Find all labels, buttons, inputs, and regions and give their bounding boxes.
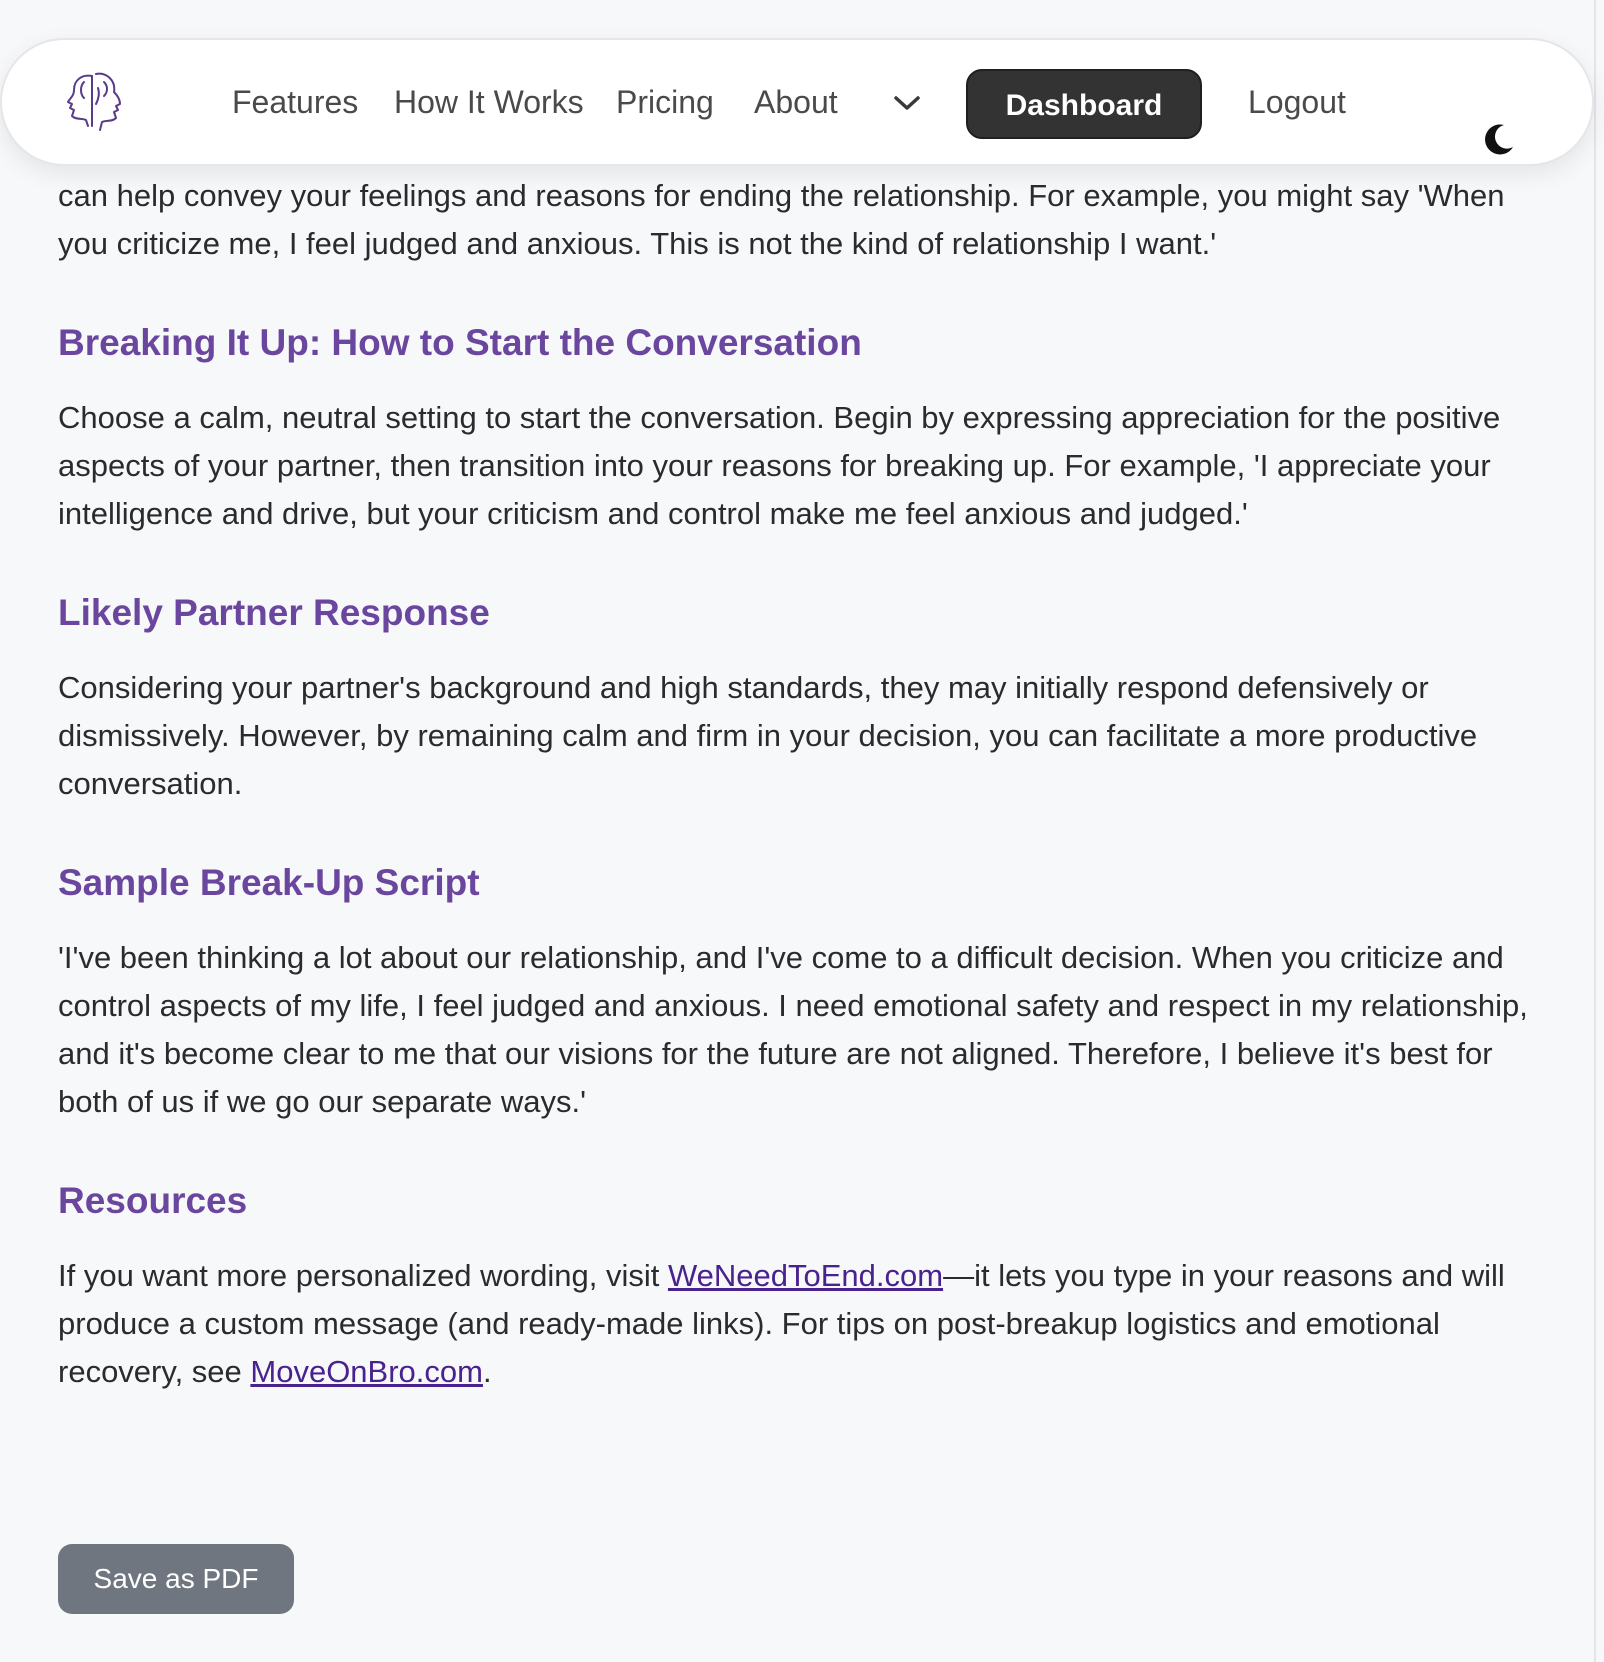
section-body: 'I've been thinking a lot about our relationship, and I've come to a difficult decision. When you criticize and control aspects of my life, I feel judged and anxious. I need emotional safety and respect in my relationship, and it's become clear to me that our visions for the future are not aligned. Therefore, I believe it's best for both of us if we go our separate ways.' bbox=[58, 940, 1528, 1119]
navbar bbox=[0, 38, 1594, 166]
section-body: Choose a calm, neutral setting to start the conversation. Begin by expressing appreciation for the positive aspects of your partner, then transition into your reasons for breaking up. For example, 'I appreciate your intelligence and drive, but your criticism and control make me feel anxious and judged.' bbox=[58, 400, 1501, 531]
moveonbro-link[interactable]: MoveOnBro.com bbox=[250, 1354, 483, 1389]
nav-features[interactable]: Features bbox=[232, 84, 359, 120]
section-heading: Sample Break-Up Script bbox=[58, 862, 480, 903]
intro-paragraph: can help convey your feelings and reasons for ending the relationship. For example, you might say 'When you criticize me, I feel judged and anxious. This is not the kind of relationship I want.' bbox=[58, 178, 1505, 261]
nav-pricing[interactable]: Pricing bbox=[616, 84, 714, 120]
chevron-down-icon[interactable] bbox=[892, 92, 922, 114]
section-body: Considering your partner's background and high standards, they may initially respond defensively or dismissively. However, by remaining calm and firm in your decision, you can facilitate a more productive conversation. bbox=[58, 670, 1478, 801]
resources-text: . bbox=[482, 1354, 492, 1389]
save-as-pdf-button[interactable]: Save as PDF bbox=[58, 1544, 294, 1614]
resources-paragraph bbox=[58, 1252, 1538, 1396]
weneedtoend-link[interactable]: WeNeedToEnd.com bbox=[667, 1258, 944, 1293]
main-content bbox=[58, 128, 1538, 1396]
resources-heading: Resources bbox=[58, 1180, 248, 1221]
section-heading: Likely Partner Response bbox=[58, 592, 490, 633]
page-right-edge bbox=[1594, 0, 1596, 1662]
section-heading: Breaking It Up: How to Start the Conversation bbox=[58, 322, 862, 363]
logout-link[interactable]: Logout bbox=[1248, 84, 1346, 120]
dashboard-button[interactable]: Dashboard bbox=[966, 69, 1202, 139]
resources-text: If you want more personalized wording, visit bbox=[58, 1258, 668, 1293]
two-faces-logo-icon[interactable] bbox=[62, 68, 126, 134]
nav-how-it-works[interactable]: How It Works bbox=[394, 84, 584, 120]
resources-text: —it lets you type in your reasons and will produce a custom message (and ready-made links). For tips on post-breakup logistics and emotional recovery, see bbox=[58, 1258, 1505, 1389]
nav-about[interactable]: About bbox=[754, 84, 838, 120]
moon-icon[interactable] bbox=[1480, 122, 1516, 158]
